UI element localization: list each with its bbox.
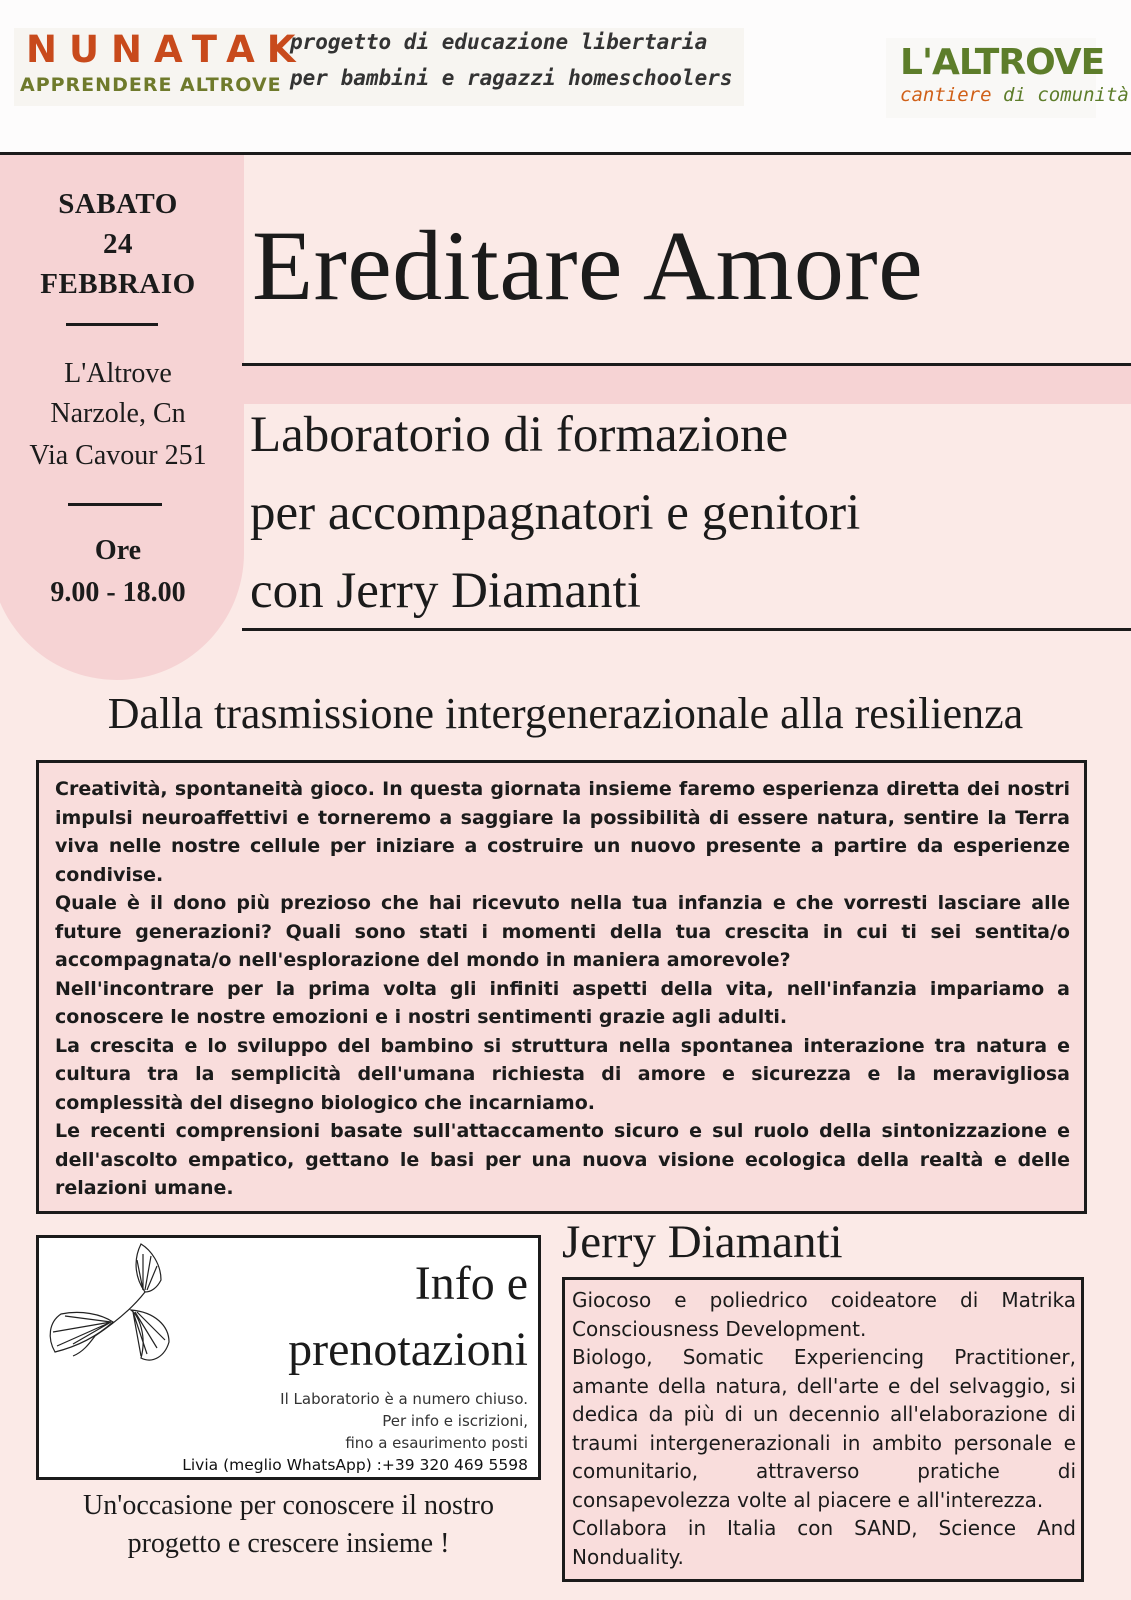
info-title-line1: Info e	[414, 1257, 528, 1310]
event-tagline: Dalla trasmissione intergenerazionale alla resilienza	[107, 689, 1024, 738]
bio-paragraph: Biologo, Somatic Experiencing Practitioner, amante della natura, dell'arte e del selvaggio, si dedica da più di un decennio all'elaborazione di traumi intergenerazionali in ambito personale e comunitario, attraverso pratiche di consapevolezza volte al piacere e all'interezza.	[572, 1345, 1076, 1512]
info-line-availability: fino a esaurimento posti	[345, 1434, 528, 1452]
bio-paragraph: Giocoso e poliedrico coideatore di Matrika Consciousness Development.	[572, 1288, 1076, 1341]
ginkgo-leaves-icon	[43, 1240, 173, 1380]
info-contact-phone: Livia (meglio WhatsApp) :+39 320 469 5598	[182, 1456, 528, 1474]
sidebar-divider-1	[66, 323, 158, 326]
nunatak-logo-title: NUNATAK	[26, 28, 308, 71]
description-paragraph: Quale è il dono più prezioso che hai ricevuto nella tua infanzia e che vorresti lasciare alle future generazioni? Quali sono stati i momenti della tua crescita in cui ti sei sentita/o accompagnata/o nell'esplorazione del mondo in maniera amorevole?	[55, 892, 1070, 971]
event-month: FEBBRAIO	[40, 268, 196, 300]
event-hours: 9.00 - 18.00	[50, 577, 186, 608]
event-date-number: 24	[103, 228, 133, 260]
event-day: SABATO	[58, 188, 178, 220]
subtitle-divider	[242, 628, 1131, 631]
description-paragraph: Nell'incontrare per la prima volta gli infiniti aspetti della vita, nell'infanzia impariamo a conoscere le nostre emozioni e i nostri sentimenti grazie agli adulti.	[55, 977, 1070, 1028]
bio-paragraph: Collabora in Italia con SAND, Science And Nonduality.	[572, 1516, 1076, 1569]
event-subtitle-line1: Laboratorio di formazione	[250, 407, 789, 463]
description-paragraph: Creatività, spontaneità gioco. In questa giornata insieme faremo esperienza diretta dei nostri impulsi neuroaffettivi e torneremo a saggiare la possibilità di essere natura, sentire la Terra viva nelle nostre cellule per iniziare a costruire un nuovo presente a partire da esperienze condivise.	[55, 778, 1070, 886]
altrove-logo-title: L'ALTROVE	[900, 42, 1105, 83]
altrove-logo-subtitle	[900, 84, 1129, 106]
occasion-line1: Un'occasione per conoscere il nostro	[83, 1490, 494, 1521]
event-subtitle-line2: per accompagnatori e genitori	[250, 485, 861, 541]
description-paragraph: La crescita e lo sviluppo del bambino si struttura nella spontanea interazione tra natura e cultura tra la semplicità dell'umana richiesta di amore e sicurezza e la meravigliosa complessità del disegno biologico che incarniamo.	[55, 1034, 1070, 1114]
description-box	[36, 760, 1087, 1214]
altrove-sub-word-2: di	[1002, 84, 1026, 106]
event-title: Ereditare Amore	[252, 210, 924, 321]
bio-box	[562, 1277, 1084, 1582]
info-line-closed-number: Il Laboratorio è a numero chiuso.	[280, 1390, 528, 1408]
venue-street: Via Cavour 251	[29, 440, 207, 471]
description-paragraph: Le recenti comprensioni basate sull'attaccamento sicuro e sul ruolo della sintonizzazione e dell'ascolto empatico, gettano le basi per una nuova visione ecologica della realtà e delle relazioni umane.	[55, 1120, 1070, 1199]
info-box	[36, 1235, 541, 1480]
info-title-line2: prenotazioni	[288, 1323, 528, 1376]
hours-label: Ore	[94, 535, 142, 566]
bio-name: Jerry Diamanti	[562, 1216, 843, 1268]
altrove-sub-word-3: comunità	[1037, 84, 1129, 106]
venue-name: L'Altrove	[64, 358, 172, 389]
project-tagline-line2: per bambini e ragazzi homeschoolers	[290, 66, 733, 90]
sidebar-divider-2	[68, 503, 162, 506]
venue-town: Narzole, Cn	[50, 398, 186, 429]
project-tagline-line1: progetto di educazione libertaria	[290, 30, 708, 54]
nunatak-logo-subtitle: APPRENDERE ALTROVE	[20, 74, 282, 96]
occasion-line2: progetto e crescere insieme !	[127, 1528, 450, 1559]
altrove-sub-word-1: cantiere	[900, 84, 992, 106]
info-line-registration: Per info e iscrizioni,	[382, 1412, 528, 1430]
title-band	[242, 366, 1131, 404]
event-subtitle-line3: con Jerry Diamanti	[250, 563, 641, 619]
